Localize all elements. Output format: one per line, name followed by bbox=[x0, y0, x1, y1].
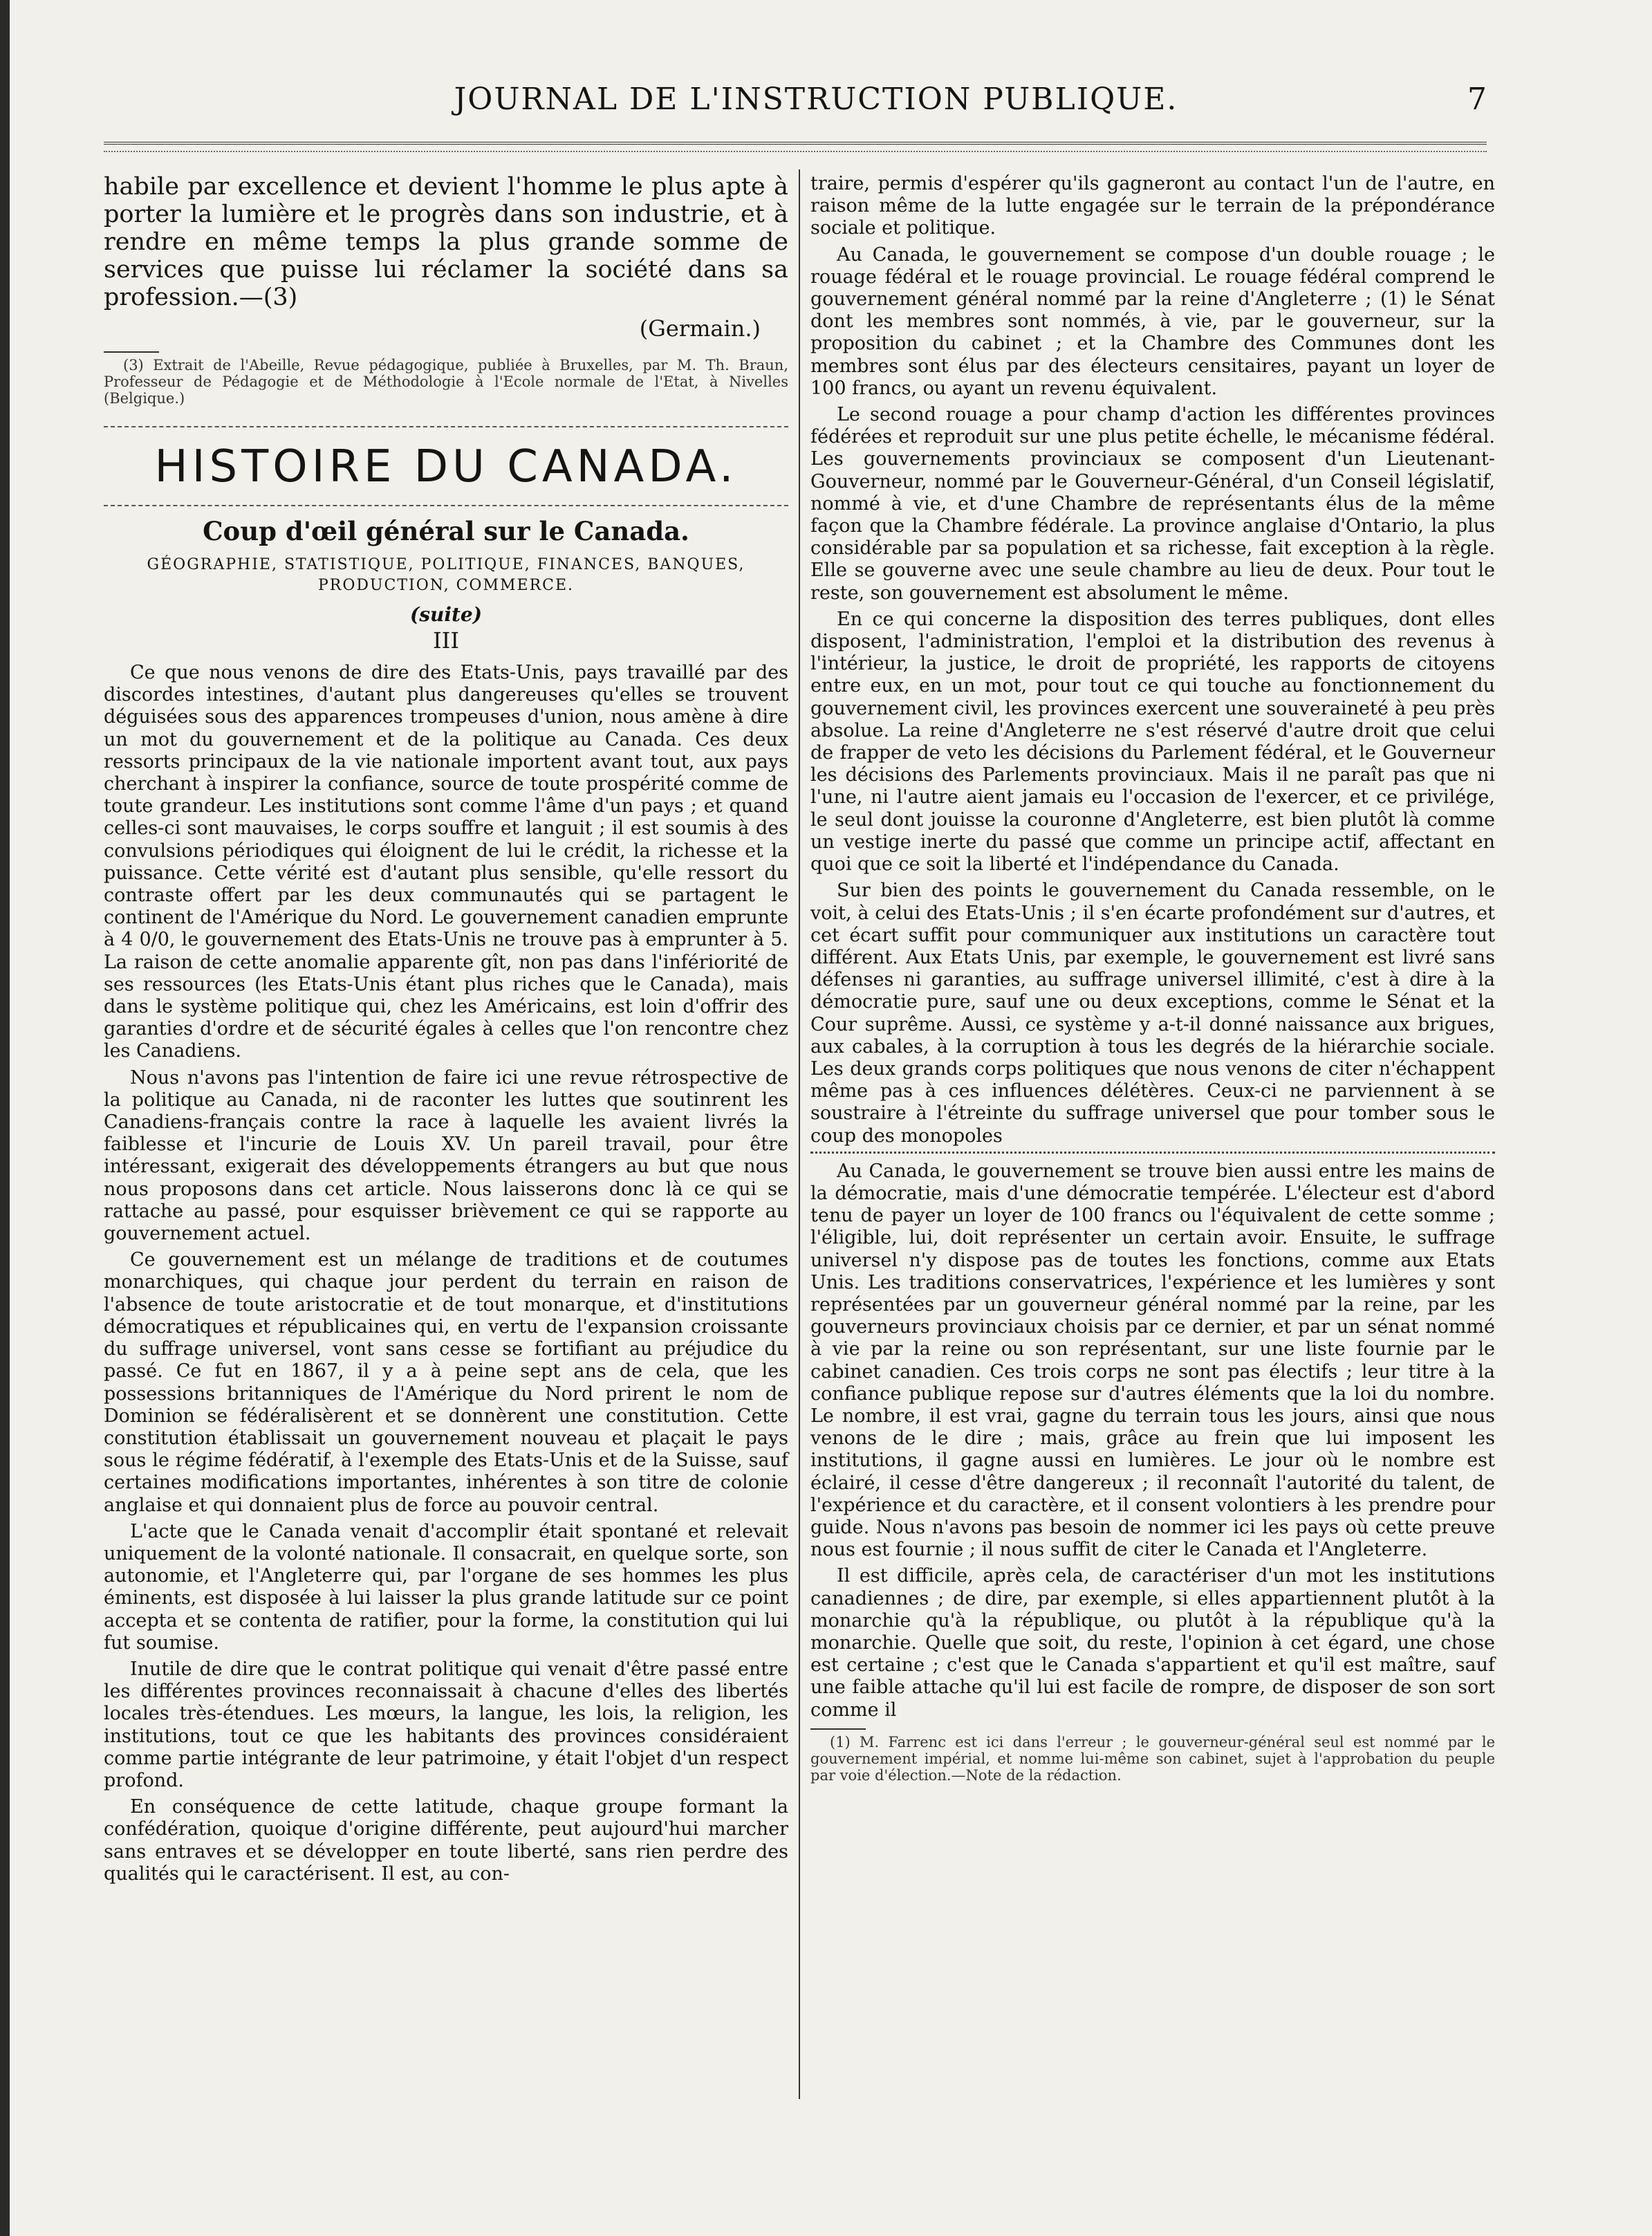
title-separator bbox=[104, 505, 788, 506]
header-dotted-rule bbox=[104, 151, 1487, 152]
part-number: III bbox=[433, 627, 459, 654]
continuation-label: (suite) bbox=[409, 603, 482, 626]
footnote: (1) M. Farrenc est ici dans l'erreur ; le gouverneur-général seul est nommé par le gouvernement impérial, et nomme lui-même son cabinet, sujet à l'approbation du peuple par voie d'élection.—Note de la rédaction. bbox=[810, 1733, 1495, 1784]
paragraph: En ce qui concerne la disposition des terres publiques, dont elles disposent, l'administration, l'emploi et la distribution des revenus à l'intérieur, la justice, le droit de propriété, les rapports de citoyens entre eux, en un mot, pour tout ce qui touche au fonctionnement du gouvernement civil, les provinces exercent une souveraineté à peu près absolue. La reine d'Angleterre ne s'est réservé d'autre droit que celui de frapper de veto les décisions du Parlement fédéral, et le Gouverneur les décisions des Parlements provinciaux. Mais il ne paraît pas que ni l'une, ni l'autre aient jamais eu l'occasion de l'exercer, et ce privilége, le seul dont jouisse la couronne d'Angleterre, est bien plutôt là comme un vestige inerte du passé que comme un principe actif, affectant en quoi que ce soit la liberté et l'indépendance du Canada. bbox=[810, 608, 1495, 876]
paragraph: Ce gouvernement est un mélange de traditions et de coutumes monarchiques, qui chaque jour perdent du terrain en raison de l'absence de toute aristocratie et de tout monarque, et d'institutions démocratiques et républicaines qui, en vertu de l'expansion croissante du suffrage universel, vont sans cesse se fortifiant au préjudice du passé. Ce fut en 1867, il y a à peine sept ans de cela, que les possessions britanniques de l'Amérique du Nord prirent le nom de Dominion se fédéralisèrent et se donnèrent une constitution. Cette constitution établissait un gouvernement nouveau et plaçait le pays sous le régime fédératif, à l'exemple des Etats-Unis et de la Suisse, sauf certaines modifications importantes, inhérentes à son titre de colonie anglaise et qui donnaient plus de force au pouvoir central. bbox=[104, 1249, 788, 1516]
paragraph: Le second rouage a pour champ d'action les différentes provinces fédérées et reproduit sur une plus petite échelle, le mécanisme fédéral. Les gouvernements provinciaux se composent d'un Lieutenant-Gouverneur, nommé par le Gouverneur-Général, d'un Conseil législatif, nommé à vie, et d'une Chambre de représentants élus de la même façon que la Chambre fédérale. La province anglaise d'Ontario, la plus considérable par sa population et sa richesse, fait exception à la règle. Elle se gouverne avec une seule chambre au lieu de deux. Pour tout le reste, son gouvernement est absolument le même. bbox=[810, 404, 1495, 604]
section-separator bbox=[104, 426, 788, 427]
paragraph: Sur bien des points le gouvernement du Canada ressemble, on le voit, à celui des Etats-Unis ; il s'en écarte profondément sur d'autres, et cet écart suffit pour communiquer aux institutions un caractère tout différent. Aux Etats Unis, par exemple, le gouvernement est livré sans défenses ni garanties, au suffrage universel illimité, c'est à dire à la démocratie pure, sauf une ou deux exceptions, comme le Sénat et la Cour suprême. Aussi, ce système y a-t-il donné naissance aux brigues, aux cabales, à la corruption à tous les degrés de la hiérarchie sociale. Les deux grands corps politiques que nous venons de citer n'échappent même pas à ces influences délétères. Ceux-ci ne parviennent à se soustraire à l'étreinte du suffrage universel que pour tomber sous le coup des monopoles bbox=[810, 880, 1495, 1147]
paragraph: Inutile de dire que le contrat politique qui venait d'être passé entre les différentes provinces reconnaissait à chacune d'elles des libertés locales très-étendues. Les mœurs, la langue, les lois, la religion, les institutions, tout ce que les habitants des provinces considéraient comme partie intégrante de leur patrimoine, y était l'objet d'un respect profond. bbox=[104, 1658, 788, 1791]
paragraph: Au Canada, le gouvernement se compose d'un double rouage ; le rouage fédéral et le rouage provincial. Le rouage fédéral comprend le gouvernement général nommé par la reine d'Angleterre ; (1) le Sénat dont les membres sont nommés, à vie, par le gouverneur, sur la proposition du cabinet ; et la Chambre des Communes dont les membres sont élus par des électeurs censitaires, payant un loyer de 100 francs, ou ayant un revenu équivalent. bbox=[810, 243, 1495, 399]
section-title: HISTOIRE DU CANADA. bbox=[154, 441, 738, 492]
right-column bbox=[810, 173, 1495, 1788]
running-header bbox=[104, 82, 1528, 130]
article-topics: GÉOGRAPHIE, STATISTIQUE, POLITIQUE, FINANCES, BANQUES, PRODUCTION, COMMERCE. bbox=[147, 556, 745, 594]
page-binding-edge bbox=[0, 0, 10, 2236]
paragraph: Nous n'avons pas l'intention de faire ici une revue rétrospective de la politique au Canada, ni de raconter les luttes que soutinrent les Canadiens-français contre la race à laquelle les avaient livrés la faiblesse et l'incurie de Louis XV. Un pareil travail, pour être intéressant, exigerait des développements étrangers au but que nous nous proposons dans cet article. Nous laisserons donc là ce qui se rattache au passé, pour esquisser brièvement ce qui se rapporte au gouvernement actuel. bbox=[104, 1066, 788, 1245]
page-number: 7 bbox=[1467, 82, 1487, 117]
journal-title: JOURNAL DE L'INSTRUCTION PUBLIQUE. bbox=[454, 82, 1178, 117]
paragraph: Il est difficile, après cela, de caractériser d'un mot les institutions canadiennes ; de dire, par exemple, si elles appartiennent plutôt à la monarchie qu'à la république, ou plutôt à la république qu'à la monarchie. Quelle que soit, du reste, l'opinion à cet égard, une chose est certaine ; c'est que le Canada s'appartient et qu'il est maître, sauf une faible attache qu'il lui est facile de rompre, de disposer de son sort comme il bbox=[810, 1565, 1495, 1721]
footnote-rule bbox=[104, 351, 159, 353]
article-title: Coup d'œil général sur le Canada. bbox=[203, 516, 689, 546]
paragraph: En conséquence de cette latitude, chaque groupe formant la confédération, quoique d'origine différente, peut aujourd'hui marcher sans entraves et se développer en toute liberté, sans rien perdre des qualités qui le caractérisent. Il est, au con- bbox=[104, 1796, 788, 1885]
continued-paragraph: habile par excellence et devient l'homme le plus apte à porter la lumière et le progrès dans son industrie, et à rendre en même temps la plus grande somme de services que puisse lui réclamer la société dans sa profession.—(3) bbox=[104, 173, 788, 311]
left-column bbox=[104, 173, 788, 1889]
ellipsis-line bbox=[810, 1152, 1495, 1154]
paragraph: traire, permis d'espérer qu'ils gagneront au contact l'un de l'autre, en raison même de la lutte engagée sur le terrain de la prépondérance sociale et politique. bbox=[810, 173, 1495, 239]
paragraph: Au Canada, le gouvernement se trouve bien aussi entre les mains de la démocratie, mais d'une démocratie tempérée. L'électeur est d'abord tenu de payer un loyer de 100 francs ou l'équivalent de cette somme ; l'éligible, lui, doit représenter un certain avoir. Ensuite, le suffrage universel n'y dispose pas de toutes les fonctions, comme aux Etats Unis. Les traditions conservatrices, l'expérience et les lumières y sont représentées par un gouverneur général nommé par la reine, par les gouverneurs provinciaux choisis par ce dernier, et par un sénat nommé à vie par la reine ou son représentant, sur une liste fournie par le cabinet canadien. Ces trois corps ne sont pas électifs ; leur titre à la confiance publique repose sur d'autres éléments que la loi du nombre. Le nombre, il est vrai, gagne du terrain tous les jours, ainsi que nous venons de le dire ; mais, grâce au frein que lui imposent les institutions, il gagne aussi en lumières. Le jour où le nombre est éclairé, il cesse d'être dangereux ; il reconnaît l'autorité du talent, de l'expérience et du caractère, et il consent volontiers à les prendre pour guide. Nous n'avons pas besoin de nommer ici les pays où cette preuve nous est fournie ; il nous suffit de citer le Canada et l'Angleterre. bbox=[810, 1160, 1495, 1561]
column-divider bbox=[799, 169, 800, 2099]
paragraph: Ce que nous venons de dire des Etats-Unis, pays travaillé par des discordes intestines, d'autant plus dangereuses qu'elles se trouvent déguisées sous des apparences trompeuses d'union, nous amène à dire un mot du gouvernement et de la politique au Canada. Ces deux ressorts principaux de la vie nationale importent avant tout, aux pays cherchant à inspirer la confiance, source de toute prospérité comme de toute grandeur. Les institutions sont comme l'âme d'un pays ; et quand celles-ci sont mauvaises, le corps souffre et languit ; il est soumis à des convulsions périodiques qui éloignent de lui le crédit, la richesse et la puissance. Cette vérité est d'autant plus sensible, qu'elle ressort du contraste offert par les deux communautés qui se partagent le continent de l'Amérique du Nord. Le gouvernement canadien emprunte à 4 0/0, le gouvernement des Etats-Unis ne trouve pas à emprunter à 5. La raison de cette anomalie apparente gît, non pas dans l'infériorité de ses ressources (les Etats-Unis étant plus riches que le Canada), mais dans le système politique qui, chez les Américains, est loin d'offrir des garanties d'ordre et de sécurité égales à celles que l'on rencontre chez les Canadiens. bbox=[104, 662, 788, 1062]
paragraph: L'acte que le Canada venait d'accomplir était spontané et relevait uniquement de la volonté nationale. Il consacrait, en quelque sorte, son autonomie, et l'Angleterre qui, par l'organe de ses hommes les plus éminents, est disposée à lui laisser la plus grande latitude sur ce point accepta et se contenta de ratifier, pour la forme, la constitution qui lui fut soumise. bbox=[104, 1520, 788, 1654]
header-rule bbox=[104, 142, 1487, 145]
author-signature: (Germain.) bbox=[639, 315, 761, 342]
footnote: (3) Extrait de l'Abeille, Revue pédagogique, publiée à Bruxelles, par M. Th. Braun, Professeur de Pédagogie et de Méthodologie à l'Ecole normale de l'Etat, à Nivelles (Belgique.) bbox=[104, 357, 788, 407]
footnote-rule bbox=[810, 1728, 866, 1730]
